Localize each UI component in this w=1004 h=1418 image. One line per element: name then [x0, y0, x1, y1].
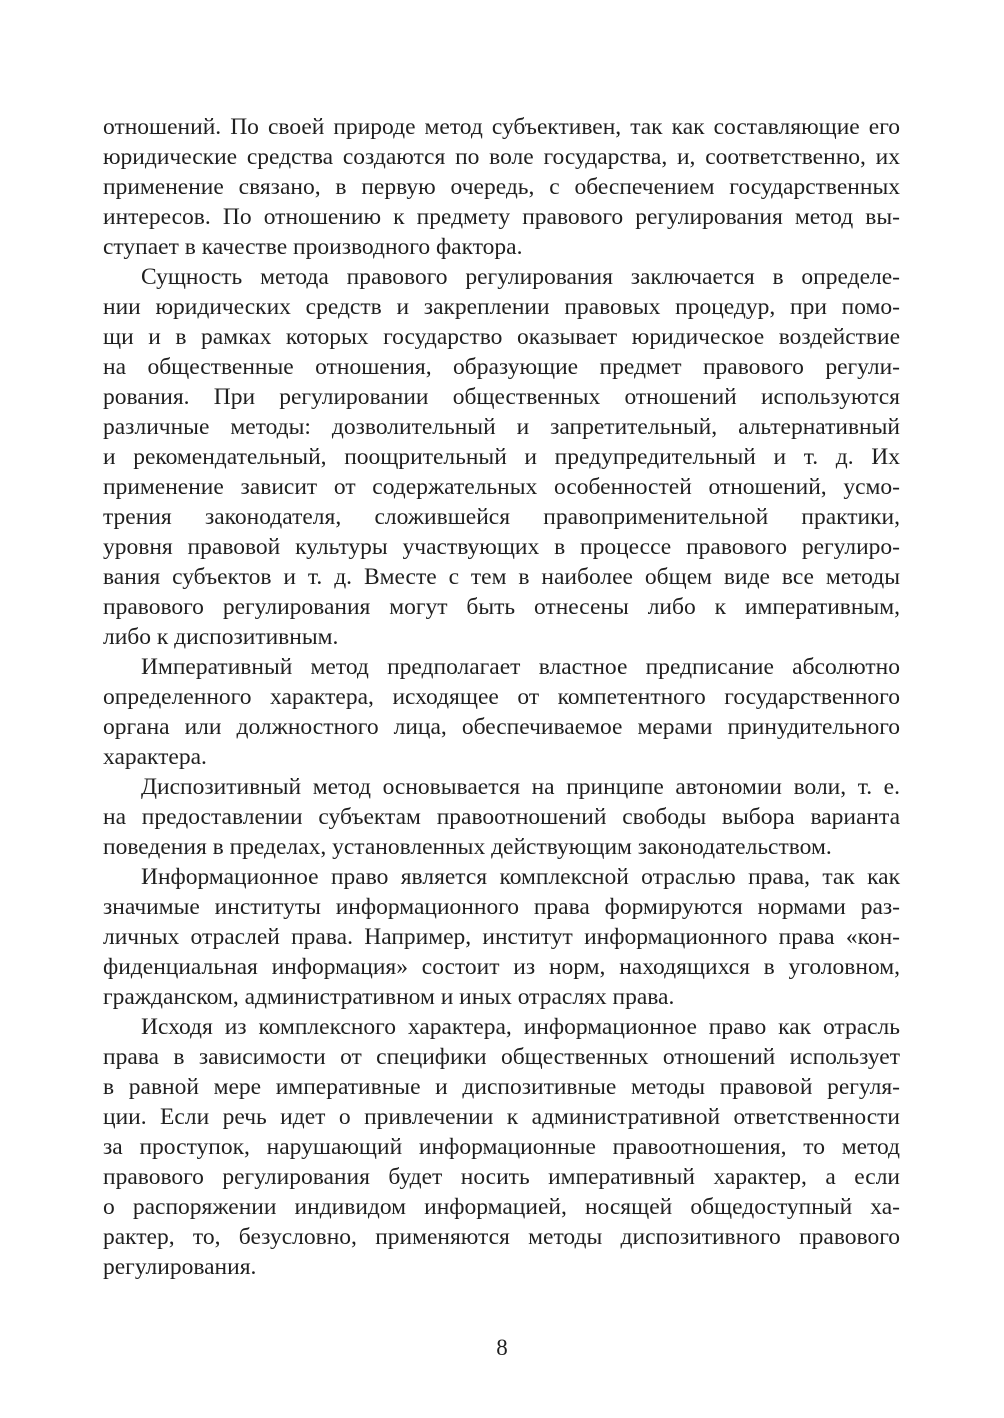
text-line: уровня правовой культуры участвующих в процессе правового регулиро-	[103, 534, 900, 560]
text-line: правового регулирования будет носить императивный характер, а если	[103, 1164, 900, 1190]
text-line: нии юридических средств и закреплении правовых процедур, при помо-	[103, 294, 900, 320]
text-line: о распоряжении индивидом информацией, носящей общедоступный ха-	[103, 1194, 900, 1220]
text-line: интересов. По отношению к предмету правового регулирования метод вы-	[103, 204, 900, 230]
text-line: щи и в рамках которых государство оказывает юридическое воздействие	[103, 324, 900, 350]
body-text	[103, 112, 900, 1282]
text-line: за проступок, нарушающий информационные правоотношения, то метод	[103, 1134, 900, 1160]
text-line: применение зависит от содержательных особенностей отношений, усмо-	[103, 474, 900, 500]
text-line: рования. При регулировании общественных отношений используются	[103, 384, 900, 410]
page-number: 8	[496, 1335, 508, 1360]
text-line: Сущность метода правового регулирования заключается в определе-	[141, 264, 900, 290]
text-line: личных отраслей права. Например, институт информационного права «кон-	[103, 924, 900, 950]
text-line: на общественные отношения, образующие предмет правового регули-	[103, 354, 900, 380]
text-line: регулирования.	[103, 1254, 257, 1280]
text-line: применение связано, в первую очередь, с обеспечением государственных	[103, 174, 900, 200]
text-line: Императивный метод предполагает властное предписание абсолютно	[141, 654, 900, 680]
text-line: различные методы: дозволительный и запретительный, альтернативный	[103, 414, 900, 440]
text-line: Информационное право является комплексной отраслью права, так как	[141, 864, 900, 890]
text-line: определенного характера, исходящее от компетентного государственного	[103, 684, 900, 710]
text-line: фиденциальная информация» состоит из норм, находящихся в уголовном,	[103, 954, 900, 980]
text-line: юридические средства создаются по воле государства, и, соответственно, их	[103, 144, 900, 170]
text-line: гражданском, административном и иных отраслях права.	[103, 984, 675, 1010]
text-line: правового регулирования могут быть отнесены либо к императивным,	[103, 594, 900, 620]
text-line: характера.	[103, 744, 207, 770]
text-line: вания субъектов и т. д. Вместе с тем в наиболее общем виде все методы	[103, 564, 900, 590]
text-line: в равной мере императивные и диспозитивные методы правовой регуля-	[103, 1074, 900, 1100]
text-line: Исходя из комплексного характера, информационное право как отрасль	[141, 1014, 900, 1040]
text-line: рактер, то, безусловно, применяются методы диспозитивного правового	[103, 1224, 900, 1250]
text-line: либо к диспозитивным.	[103, 624, 339, 650]
text-line: ступает в качестве производного фактора.	[103, 234, 523, 260]
text-line: права в зависимости от специфики общественных отношений использует	[103, 1044, 900, 1070]
text-line: трения законодателя, сложившейся правоприменительной практики,	[103, 504, 900, 530]
text-line: отношений. По своей природе метод субъективен, так как составляющие его	[103, 114, 900, 140]
text-line: и рекомендательный, поощрительный и предупредительный и т. д. Их	[103, 444, 900, 470]
text-line: органа или должностного лица, обеспечиваемое мерами принудительного	[103, 714, 900, 740]
text-line: поведения в пределах, установленных действующим законодательством.	[103, 834, 832, 860]
text-line: на предоставлении субъектам правоотношений свободы выбора варианта	[103, 804, 900, 830]
text-line: Диспозитивный метод основывается на принципе автономии воли, т. е.	[141, 774, 900, 800]
text-line: значимые институты информационного права формируются нормами раз-	[103, 894, 900, 920]
text-line: ции. Если речь идет о привлечении к административной ответственности	[103, 1104, 900, 1130]
